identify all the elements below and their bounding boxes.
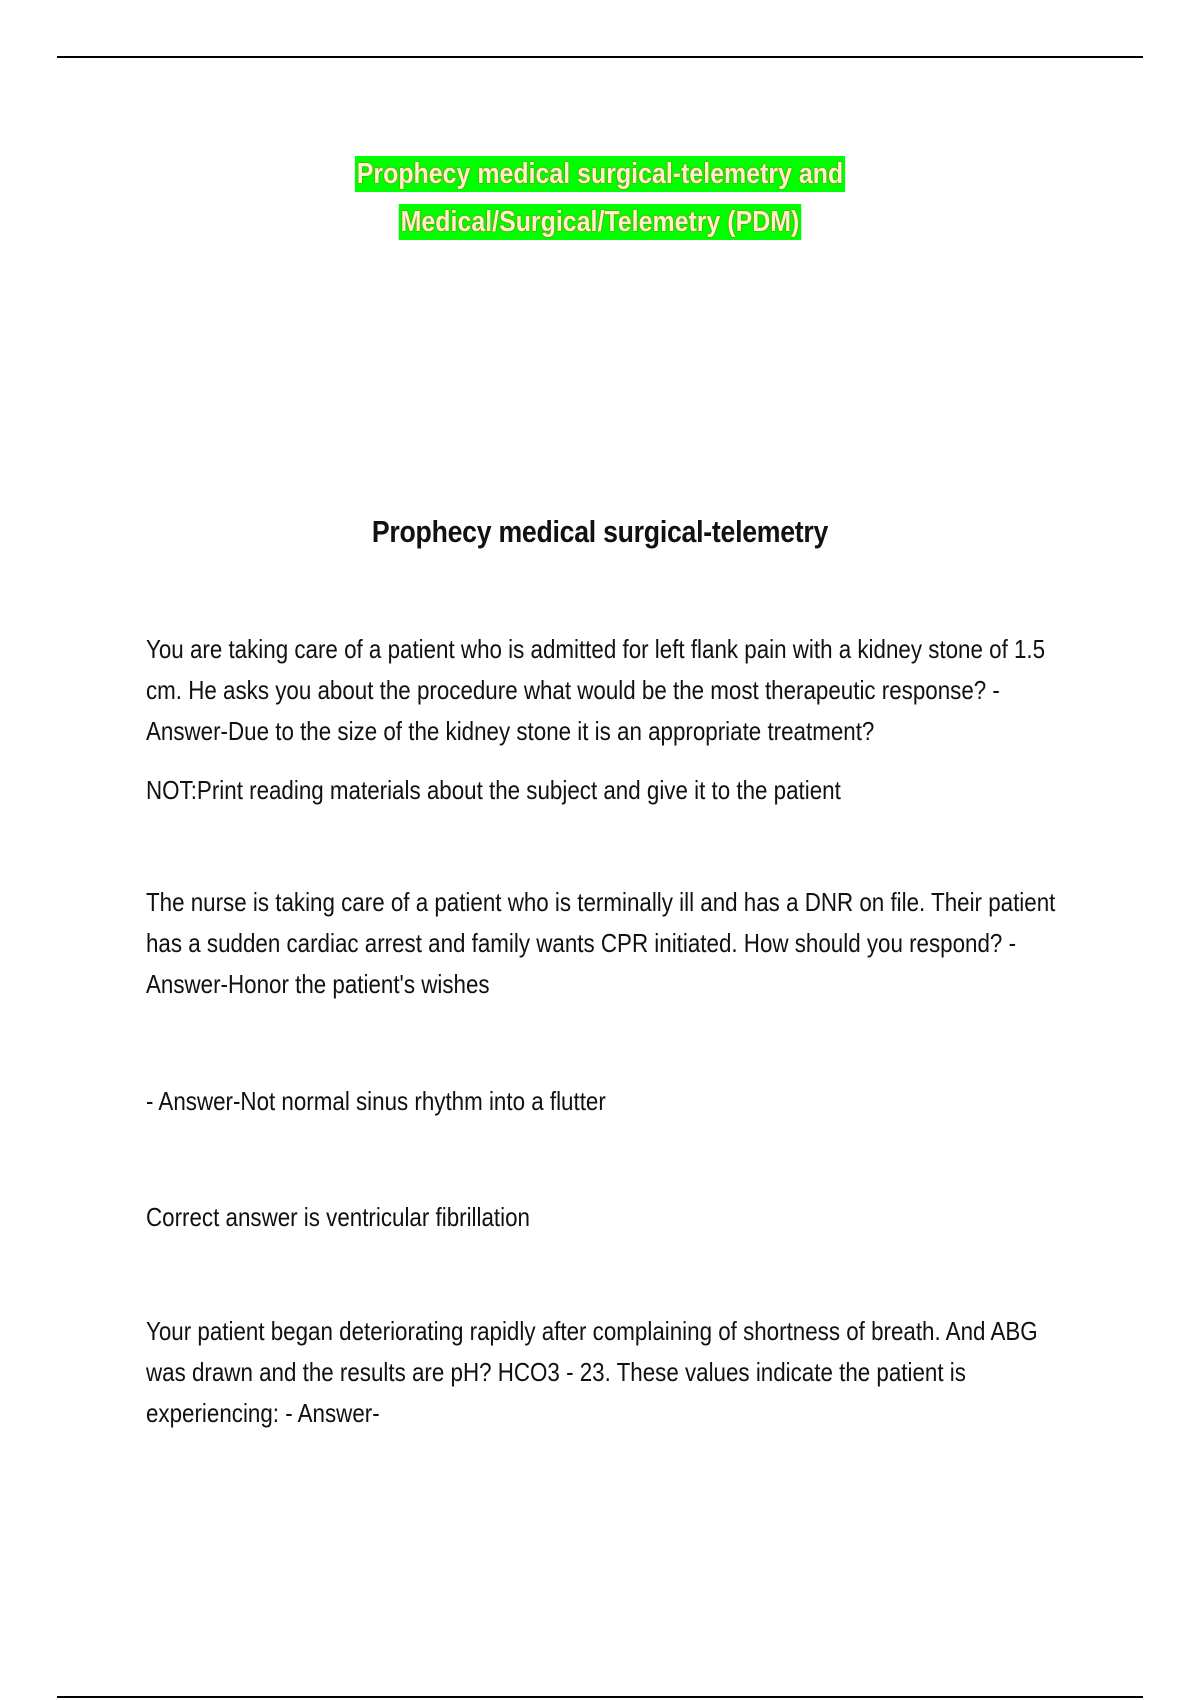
bottom-rule — [57, 1696, 1143, 1698]
section-heading: Prophecy medical surgical-telemetry — [371, 514, 829, 549]
top-rule — [57, 56, 1143, 58]
document-title — [213, 150, 987, 246]
note-paragraph: Correct answer is ventricular fibrillation — [146, 1202, 530, 1232]
question-paragraph: The nurse is taking care of a patient who is terminally ill and has a DNR on file. Their patient has a sudden cardiac arrest and family wants CPR initiated. How should you respond? - Answer-Honor the patient's wishes — [146, 887, 1056, 999]
question-paragraph: You are taking care of a patient who is admitted for left flank pain with a kidney stone of 1.5 cm. He asks you about the procedure what would be the most therapeutic response? - Answer-Due to the size of the kidney stone it is an appropriate treatment? — [146, 634, 1046, 746]
title-highlight: Prophecy medical surgical-telemetry and Medical/Surgical/Telemetry (PDM) — [356, 158, 844, 238]
note-paragraph: NOT:Print reading materials about the subject and give it to the patient — [146, 775, 841, 805]
question-paragraph: Your patient began deteriorating rapidly after complaining of shortness of breath. And ABG was drawn and the results are pH? HCO3 - 23. These values indicate the patient is experiencing: - Answer- — [146, 1316, 1038, 1428]
answer-paragraph: - Answer-Not normal sinus rhythm into a flutter — [146, 1086, 606, 1116]
